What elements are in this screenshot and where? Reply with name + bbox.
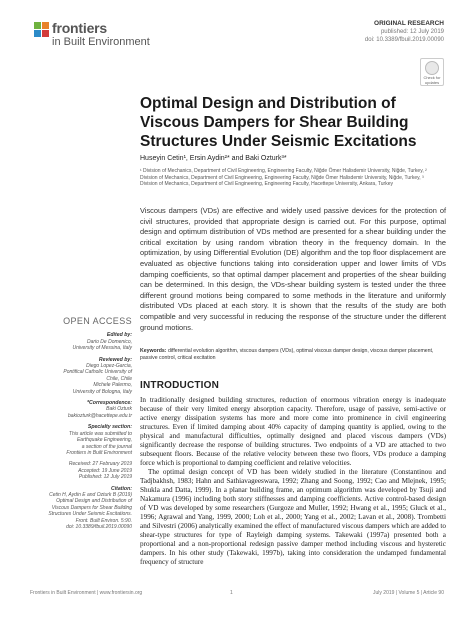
citation — [30, 486, 132, 531]
published-date-sidebar: Published: 12 July 2019 — [78, 474, 132, 481]
article-title: Optimal Design and Distribution of Viscous Dampers for Shear Building Structures Under Seismic Excitations — [140, 95, 417, 150]
check-updates-label: Check for updates — [423, 75, 441, 85]
affiliations — [140, 168, 440, 189]
accepted-date: Accepted: 19 June 2019 — [78, 467, 132, 474]
keywords-text: differential evolution algorithm, viscous dampers (VDs), optimal viscous damper design, viscous damper placement, passive control, critical excitation — [140, 348, 434, 361]
keywords-label: Keywords: — [140, 348, 167, 354]
specialty-section — [30, 424, 132, 456]
published-date: published: 12 July 2019 — [380, 29, 444, 35]
page-number: 1 — [230, 590, 233, 596]
article-dates — [30, 461, 132, 480]
reviewer-line: University of Bologna, Italy — [72, 388, 132, 395]
frontiers-mark-icon — [34, 22, 50, 38]
footer-journal[interactable]: Frontiers in Built Environment | www.frontiersin.org — [30, 590, 143, 596]
intro-paragraph-2: The optimal design concept of VD has been widely studied in the literature (Constantinou and Tadjbakhsh, 1983; Hahn and Sathiavageeswara, 1992; Zhang and Soong, 1992; Cao and Mlejnek, 1995; Shukla and Datta, 1999). In a planar building frame, an optimum algorithm was developed by Tsuji and Nakamura (1996) including both story stiffnesses and damping coefficients. Active control-based design of VD was developed by some researchers (Gurgoze and Muller, 1992; Hwang et al., 1995; Gluck et al., 1996; Agrawal and Yang, 1999, 2000; Loh et al., 2000; Yang et al., 2002; Lavan et al., 2008). Trombetti and Silvestri (2006) analytically examined the effect of manufactured viscous dampers which are added to shear-type structures for type of Rayleigh damping systems. Takewaki (1997a) presented both a proportional and a non-proportional redesign passive damper method including viscous and hysteretic dampers. In his other study (Takewaki, 1997b), taking into consideration the undamped fundamental frequency of structure — [140, 468, 446, 566]
reviewer-line: Diego Lopez-Garcia, — [86, 363, 132, 370]
abstract: Viscous dampers (VDs) are effective and widely used passive devices for the protection of civil structures, provided that appropriate design is carried out. For this purpose, optimal design and optimum distribution of VDs method are presented for a shear building under the critical excitation by using random vibration theory in the frequency domain. In the optimization, by using Differential Evolution (DE) algorithm and the top floor displacement are evaluated as objective functions taking into consideration upper and lower limits of VDs damping coefficients, so that optimal damper placement and properties of the shear building can be determined. In this design, the VDs-shear building system is tested under the three different ground motions being compared to some methods in the literature and uniformly distributed VDs placed at each story. It is shown that the results of the study are both compatible and very successful in reducing the response of the structure under the different ground motions. — [140, 206, 446, 332]
editor-affiliation: University of Messina, Italy — [72, 345, 132, 352]
citation-line: Optimal Design and Distribution of — [56, 498, 132, 505]
specialty-line: Earthquake Engineering, — [76, 437, 132, 444]
author-list: Huseyin Cetin¹, Ersin Aydin²* and Baki Ozturk³* — [140, 155, 287, 162]
specialty-section-head: Specialty section: — [87, 424, 132, 431]
editor-name: Dario De Domenico, — [86, 338, 132, 345]
citation-line: Structures Under Seismic Excitations. — [48, 511, 132, 518]
received-date: Received: 27 February 2019 — [68, 461, 132, 468]
introduction-body — [140, 396, 446, 567]
article-doi[interactable]: doi: 10.3389/fbuil.2019.00090 — [364, 37, 444, 43]
edited-by — [30, 332, 132, 351]
intro-paragraph-1: In traditionally designed building structures, reduction of enormous vibration energy is inadequate because of their very limited energy absorption capacity. Therefore, usage of passive, semi-active or active energy dissipation systems has more and more come into prominence in civil engineering structures. Even if limited damping about 40% capacity of damping quantity is applied, owing to the physical and manufactural difficulties, optimally designed and placed viscous dampers (VDs) significantly decrease the response of building structures. Two endpoints of a VD are attached to two subsequent floors. Because of the relative velocity between these two floors, VDs produce a damping force which is proportional to damping coefficient and relative velocities. — [140, 396, 446, 467]
correspondence — [30, 400, 132, 419]
check-updates-icon — [425, 61, 439, 75]
reviewed-by — [30, 357, 132, 395]
citation-line: Cetin H, Aydin E and Ozturk B (2019) — [49, 491, 132, 498]
reviewed-by-head: Reviewed by: — [98, 356, 132, 363]
section-heading-introduction: INTRODUCTION — [140, 380, 220, 391]
correspondent-email[interactable]: bakiozturk@hacettepe.edu.tr — [67, 412, 132, 419]
correspondence-head: *Correspondence: — [87, 400, 132, 407]
specialty-line: Frontiers in Built Environment — [66, 449, 132, 456]
brand-name: frontiers — [52, 20, 107, 36]
citation-line: Front. Built Environ. 5:90. — [75, 517, 132, 524]
journal-name: in Built Environment — [52, 36, 150, 48]
citation-line: Viscous Dampers for Shear Building — [51, 504, 132, 511]
keywords — [140, 348, 446, 362]
correspondent-name: Baki Ozturk — [106, 406, 132, 413]
article-meta — [365, 20, 444, 44]
reviewer-line: Chile, Chile — [106, 375, 132, 382]
citation-doi[interactable]: doi: 10.3389/fbuil.2019.00090 — [66, 523, 132, 530]
open-access-label: OPEN ACCESS — [63, 316, 132, 326]
reviewer-line: Pontifical Catholic University of — [63, 369, 132, 376]
affiliation-text: ¹ Division of Mechanics, Department of Civil Engineering, Engineering Faculty, Niğde Ömer Halisdemir University, Niğde, Turkey, ² Division of Mechanics, Department of Civil Engineering, Engineering Faculty, Niğde Ömer Halisdemir University, Niğde, Turkey, ³ Division of Mechanics, Department of Civil Engineering, Engineering Faculty, Hacettepe University, Ankara, Turkey — [140, 168, 427, 187]
footer-issue: July 2019 | Volume 5 | Article 90 — [373, 590, 444, 596]
check-for-updates-button[interactable] — [420, 58, 444, 86]
edited-by-head: Edited by: — [106, 332, 132, 339]
specialty-line: This article was submitted to — [68, 430, 132, 437]
article-sidebar — [30, 318, 132, 535]
frontiers-logo[interactable] — [34, 20, 164, 54]
reviewer-line: Michele Palermo, — [93, 382, 132, 389]
article-type: ORIGINAL RESEARCH — [374, 20, 444, 27]
citation-head: Citation: — [110, 485, 132, 492]
specialty-line: a section of the journal — [81, 443, 132, 450]
